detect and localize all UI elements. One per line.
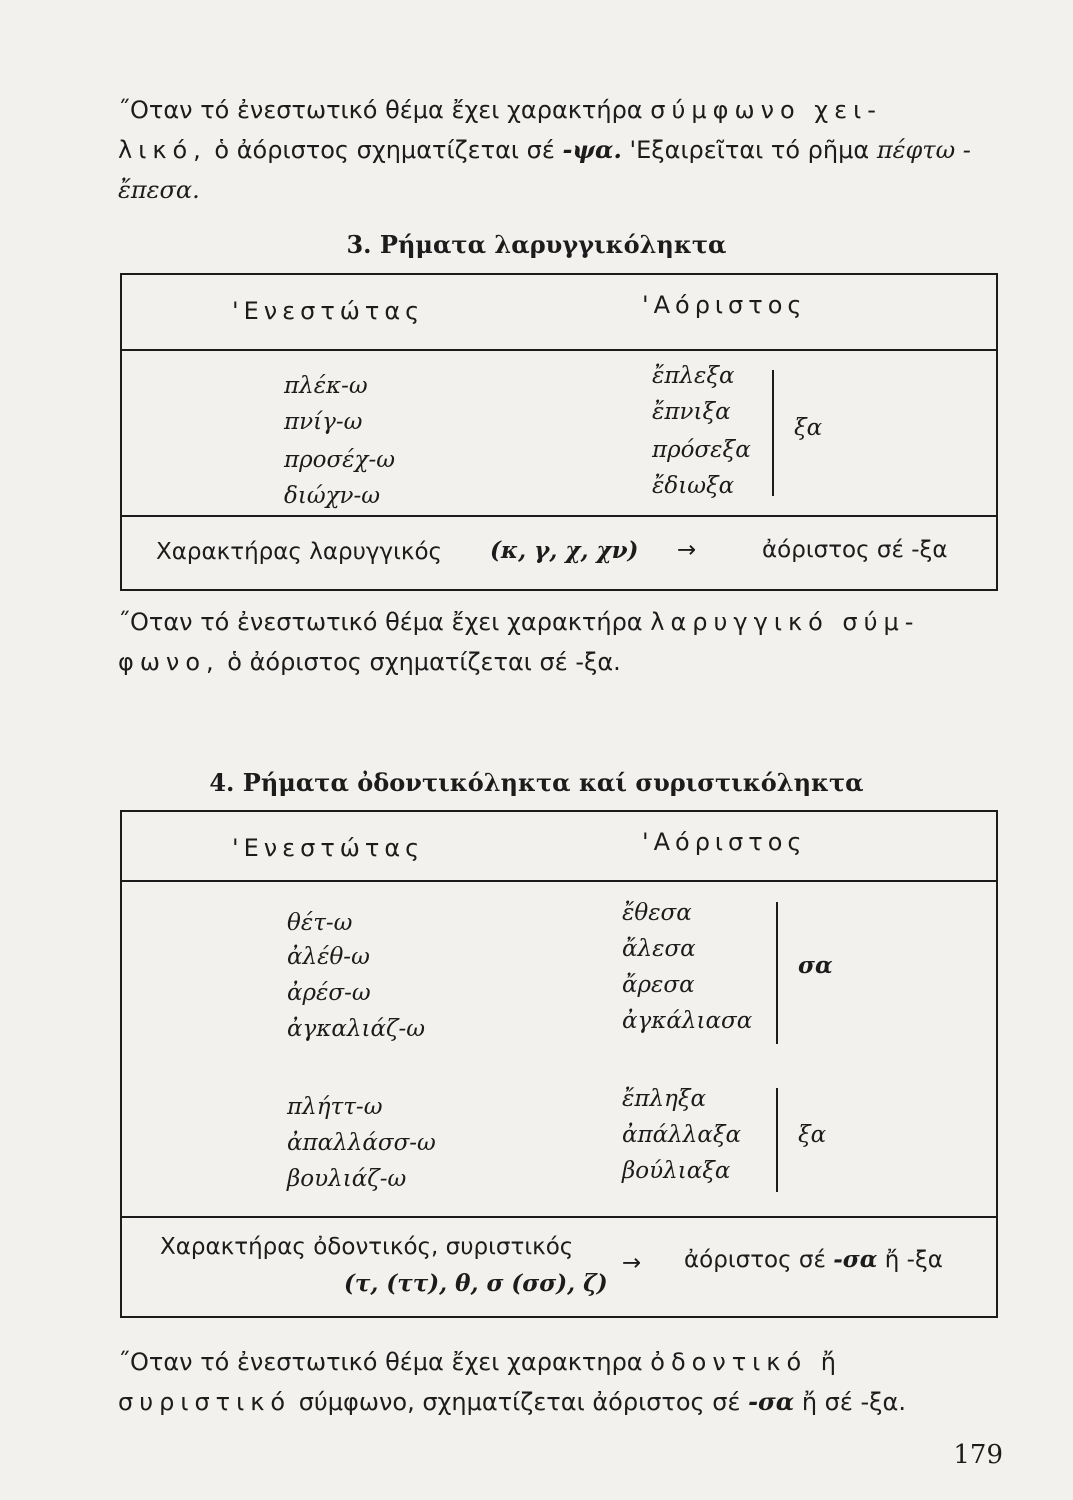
table-footer [122,515,996,593]
aorist-verb: πρόσεξα [652,437,751,463]
arrow-icon: → [677,537,697,563]
present-verb: προσέχ-ω [284,447,395,473]
present-verb: πλήττ-ω [287,1094,383,1120]
table-laryngeal [120,273,998,591]
footer-character-label: Χαρακτήρας λαρυγγικός [156,539,443,565]
intro-paragraph [118,90,1003,210]
table-header [122,812,996,882]
brace [776,902,778,1044]
intro-line-3: ἔπεσα. [118,176,200,204]
aorist-verb: ἔπληξα [622,1086,707,1112]
brace [772,370,774,496]
arrow-icon: → [622,1250,642,1276]
column-aorist-header: 'Αόριστος [642,291,807,319]
present-verb: ἀλέθ-ω [287,944,370,970]
aorist-verb: ἔπλεξα [652,363,735,389]
present-verb: ἀρέσ-ω [287,980,371,1006]
aorist-verb: ἄλεσα [622,936,696,962]
column-present-header: 'Ενεστώτας [232,834,425,862]
present-verb: πλέκ-ω [284,373,368,399]
column-present-header: 'Ενεστώτας [232,297,425,325]
paragraph-line-1: ˝Οταν τό ἐνεστωτικό θέμα ἔχει χαρακτήρα λαρυγγικό σύμ- [118,608,920,636]
paragraph-line-1: ˝Οταν τό ἐνεστωτικό θέμα ἔχει χαρακτηρα ὀδοντικό ἤ [118,1348,842,1376]
suffix-label: σα [798,952,833,979]
paragraph-line-2: συριστικό σύμφωνο, σχηματίζεται ἀόριστος σέ -σα ἤ σέ -ξα. [118,1387,906,1416]
aorist-verb: ἄρεσα [622,972,695,998]
page-number: 179 [953,1440,1003,1470]
present-verb: ἀπαλλάσσ-ω [287,1130,436,1156]
table-header [122,275,996,351]
present-verb: πνίγ-ω [284,409,363,435]
suffix-label: ξα [794,415,823,441]
footer-letters: (τ, (ττ), θ, σ (σσ), ζ) [344,1270,608,1297]
aorist-verb: βούλιαξα [622,1158,731,1184]
footer-result: ἀόριστος σέ -σα ἤ -ξα [684,1246,943,1273]
aorist-verb: ἔδιωξα [652,473,735,499]
intro-line-1: ˝Οταν τό ἐνεστωτικό θέμα ἔχει χαρακτήρα σύμφωνο χει- [118,96,882,124]
aorist-verb: ἔπνιξα [652,399,731,425]
present-verb: βουλιάζ-ω [287,1166,407,1192]
dental-paragraph [118,1342,1003,1422]
section-4-title: 4. Ρήματα ὀδοντικόληκτα καί συριστικόληκτα [209,768,864,797]
present-verb: θέτ-ω [287,910,353,936]
intro-line-2: λικό, ὁ ἀόριστος σχηματίζεται σέ -ψα. 'Εξαιρεῖται τό ρῆμα πέφτω - [118,135,971,164]
laryngeal-paragraph [118,602,1003,682]
column-aorist-header: 'Αόριστος [642,828,807,856]
brace [776,1088,778,1192]
footer-letters: (κ, γ, χ, χν) [490,537,639,564]
section-3-title: 3. Ρήματα λαρυγγικόληκτα [346,230,727,259]
aorist-verb: ἀγκάλιασα [622,1008,753,1034]
table-dental-sibilant [120,810,998,1318]
aorist-verb: ἔθεσα [622,900,692,926]
table-footer [122,1216,996,1320]
present-verb: ἀγκαλιάζ-ω [287,1016,426,1042]
aorist-verb: ἀπάλλαξα [622,1122,742,1148]
footer-character-label: Χαρακτήρας ὀδοντικός, συριστικός [160,1234,574,1260]
suffix-label: ξα [798,1122,827,1148]
present-verb: διώχν-ω [284,483,381,509]
paragraph-line-2: φωνο, ὁ ἀόριστος σχηματίζεται σέ -ξα. [118,648,621,676]
footer-result: ἀόριστος σέ -ξα [762,537,948,563]
